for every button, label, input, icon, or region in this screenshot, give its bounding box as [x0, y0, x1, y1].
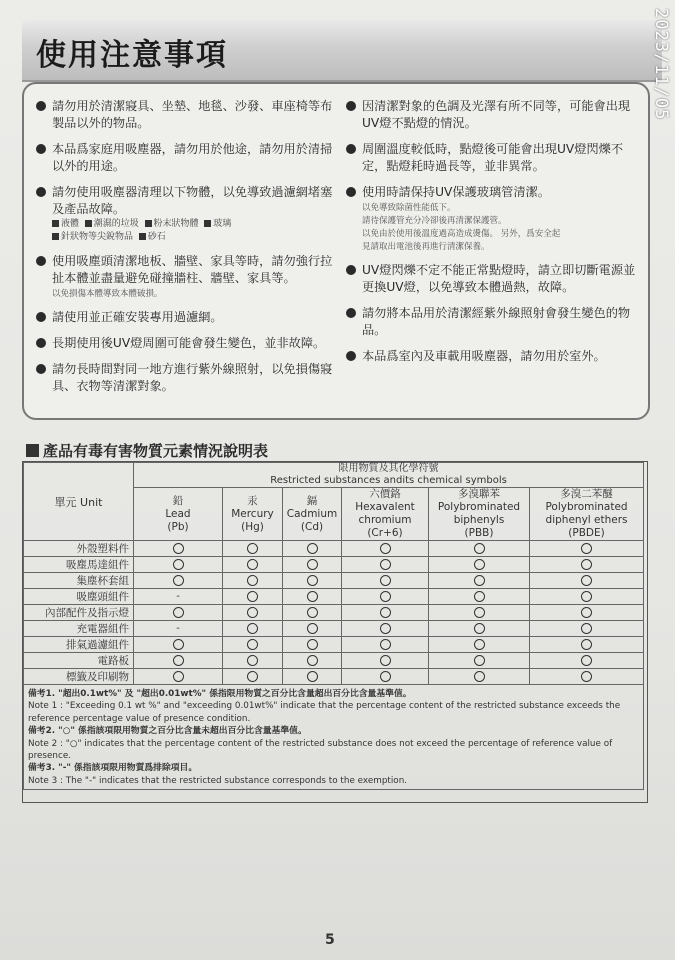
bullet-icon: [36, 144, 46, 154]
precaution-item: 使用吸塵頭清潔地板、牆壁、家具等時，請勿強行拉扯本體並盡量避免碰撞牆柱、牆壁、家具等。 以免損傷本體導致本體破損。: [34, 253, 334, 300]
circle-mark: [474, 655, 485, 666]
note-zh: 備考3. "-" 係指該項限用物質爲排除項目。: [28, 763, 198, 774]
circle-mark: [474, 639, 485, 650]
precautions-right-column: [344, 98, 644, 374]
substance-cell: [283, 541, 342, 557]
substance-cell: [134, 669, 223, 685]
circle-mark: [307, 575, 318, 586]
substance-cell: [530, 589, 644, 605]
circle-mark: [380, 623, 391, 634]
note-zh: 備考1. "超出0.1wt%" 及 "超出0.01wt%" 係指限用物質之百分比含量超出百分比含量基準值。: [28, 689, 412, 699]
substance-cell: [283, 669, 342, 685]
note-en: Note 2 : "○" indicates that the percentage content of the restricted substance does not exceed the percentage of reference value of presence.: [28, 738, 613, 762]
precaution-item: 使用時請保持UV保護玻璃管清潔。 以免導致除菌性能低下。 請待保護管充分冷卻後再清潔保護管。 以免由於使用後溫度過高造成燙傷。 另外，爲安全起 見請取出電池後再進行清潔保養。: [344, 184, 644, 253]
circle-mark: [380, 591, 391, 602]
bullet-icon: [36, 187, 46, 197]
precaution-item: 請使用並正確安裝專用過濾網。: [34, 309, 334, 326]
circle-mark: [474, 623, 485, 634]
circle-mark: [581, 639, 592, 650]
bullet-icon: [346, 351, 356, 361]
substance-cell: [429, 653, 530, 669]
precaution-item: 本品爲室內及車載用吸塵器，請勿用於室外。: [344, 348, 644, 365]
table-row: [24, 621, 644, 637]
substance-cell: [530, 541, 644, 557]
precautions-box: [22, 82, 650, 420]
substance-cell: [283, 589, 342, 605]
circle-mark: [247, 559, 258, 570]
table-row: [24, 637, 644, 653]
substance-cell: [342, 589, 429, 605]
table-row: [24, 541, 644, 557]
substance-cell: [223, 637, 283, 653]
substance-cell: [342, 605, 429, 621]
circle-mark: [581, 575, 592, 586]
substance-cell: [283, 653, 342, 669]
table-row: [24, 589, 644, 605]
table-notes: [24, 685, 644, 790]
table-title: 產品有毒有害物質元素情況說明表: [26, 440, 268, 461]
substance-cell: [530, 573, 644, 589]
circle-mark: [173, 559, 184, 570]
circle-mark: [247, 623, 258, 634]
precautions-left-column: [34, 98, 334, 404]
substance-cell: [134, 605, 223, 621]
bullet-icon: [346, 265, 356, 275]
substance-cell: [223, 557, 283, 573]
dash-mark: -: [176, 591, 180, 602]
substance-cell: [223, 669, 283, 685]
component-label: 標籤及印刷物: [24, 669, 134, 685]
precaution-item: 長期使用後UV燈周圍可能會發生變色，並非故障。: [34, 335, 334, 352]
square-icon: [139, 233, 146, 240]
substance-cell: [429, 637, 530, 653]
table-row: [24, 573, 644, 589]
substance-column-header: 多溴二苯醚 Polybrominated diphenyl ethers (PBDE): [530, 488, 644, 541]
circle-mark: [581, 591, 592, 602]
substance-cell: [530, 621, 644, 637]
note-zh: 備考2. "○" 係指該項限用物質之百分比含量未超出百分比含量基準值。: [28, 726, 307, 737]
precaution-item: UV燈閃爍不定不能正常點燈時，請立即切斷電源並更換UV燈，以免導致本體過熱，故障。: [344, 262, 644, 296]
circle-mark: [380, 639, 391, 650]
bullet-icon: [36, 256, 46, 266]
circle-mark: [173, 671, 184, 682]
bullet-icon: [346, 308, 356, 318]
component-label: 吸塵頭組件: [24, 589, 134, 605]
hazard-substance-table: [23, 462, 644, 790]
substance-cell: [283, 573, 342, 589]
substance-cell: [134, 621, 223, 637]
circle-mark: [247, 575, 258, 586]
circle-mark: [173, 607, 184, 618]
table-row: [24, 557, 644, 573]
circle-mark: [380, 607, 391, 618]
substance-cell: [134, 653, 223, 669]
substance-cell: [342, 541, 429, 557]
circle-mark: [247, 543, 258, 554]
substance-cell: [429, 541, 530, 557]
debris-legend: 針狀物等尖銳物品 砂石: [52, 231, 334, 244]
table-row: [24, 669, 644, 685]
circle-mark: [581, 543, 592, 554]
substance-cell: [530, 605, 644, 621]
square-icon: [52, 220, 59, 227]
circle-mark: [307, 639, 318, 650]
substance-cell: [223, 605, 283, 621]
component-label: 外殼塑料件: [24, 541, 134, 557]
component-label: 電路板: [24, 653, 134, 669]
substance-cell: [134, 637, 223, 653]
circle-mark: [380, 543, 391, 554]
table-row: [24, 653, 644, 669]
substance-column-header: 鎘 Cadmium (Cd): [283, 488, 342, 541]
square-icon: [145, 220, 152, 227]
circle-mark: [581, 623, 592, 634]
circle-mark: [307, 671, 318, 682]
substance-cell: [283, 637, 342, 653]
substance-cell: [429, 573, 530, 589]
substance-cell: [429, 669, 530, 685]
unit-header: 單元 Unit: [24, 463, 134, 541]
debris-legend: 液體 潮濕的垃圾 粉末狀物體 玻璃: [52, 218, 334, 231]
substance-column-header: 多溴聯苯 Polybrominated biphenyls (PBB): [429, 488, 530, 541]
circle-mark: [380, 655, 391, 666]
circle-mark: [474, 575, 485, 586]
bullet-icon: [346, 187, 356, 197]
square-icon: [26, 444, 39, 457]
bullet-icon: [36, 364, 46, 374]
circle-mark: [474, 607, 485, 618]
substance-cell: [134, 589, 223, 605]
substance-cell: [429, 605, 530, 621]
circle-mark: [581, 671, 592, 682]
substance-cell: [223, 589, 283, 605]
precaution-item: 請勿用於清潔寢具、坐墊、地毯、沙發、車座椅等布製品以外的物品。: [34, 98, 334, 132]
substance-cell: [223, 621, 283, 637]
circle-mark: [581, 607, 592, 618]
substance-cell: [134, 573, 223, 589]
circle-mark: [247, 639, 258, 650]
page-title: 使用注意事項: [36, 38, 228, 73]
substance-column-header: 鉛 Lead (Pb): [134, 488, 223, 541]
bullet-icon: [36, 101, 46, 111]
circle-mark: [474, 671, 485, 682]
circle-mark: [474, 559, 485, 570]
substance-cell: [223, 653, 283, 669]
circle-mark: [380, 559, 391, 570]
substance-cell: [429, 557, 530, 573]
precaution-item: 本品爲家庭用吸塵器，請勿用於他途，請勿用於清掃以外的用途。: [34, 141, 334, 175]
circle-mark: [307, 655, 318, 666]
substance-cell: [134, 541, 223, 557]
hazard-table-frame: [22, 461, 648, 803]
circle-mark: [307, 543, 318, 554]
substance-cell: [429, 621, 530, 637]
circle-mark: [173, 575, 184, 586]
bullet-icon: [346, 144, 356, 154]
precaution-item: 周圍溫度較低時，點燈後可能會出現UV燈閃爍不定，點燈耗時過長等，並非異常。: [344, 141, 644, 175]
substance-cell: [530, 557, 644, 573]
circle-mark: [247, 671, 258, 682]
circle-mark: [173, 655, 184, 666]
circle-mark: [173, 543, 184, 554]
substance-column-header: 汞 Mercury (Hg): [223, 488, 283, 541]
component-label: 吸塵馬達組件: [24, 557, 134, 573]
substance-cell: [429, 589, 530, 605]
bullet-icon: [36, 312, 46, 322]
circle-mark: [474, 591, 485, 602]
precaution-item: 請勿使用吸塵器清理以下物體，以免導致過濾網堵塞及產品故障。 液體 潮濕的垃圾 粉末狀物體 玻璃 針狀物等尖銳物品 砂石: [34, 184, 334, 244]
substance-cell: [530, 669, 644, 685]
square-icon: [52, 233, 59, 240]
substance-cell: [342, 637, 429, 653]
table-row: [24, 605, 644, 621]
square-icon: [85, 220, 92, 227]
component-label: 內部配件及指示燈: [24, 605, 134, 621]
circle-mark: [247, 591, 258, 602]
circle-mark: [581, 655, 592, 666]
substance-cell: [342, 669, 429, 685]
substance-cell: [283, 605, 342, 621]
circle-mark: [307, 591, 318, 602]
substance-cell: [342, 653, 429, 669]
bullet-icon: [36, 338, 46, 348]
substance-cell: [342, 621, 429, 637]
substance-cell: [134, 557, 223, 573]
square-icon: [204, 220, 211, 227]
precaution-item: 因清潔對象的色調及光澤有所不同等，可能會出現UV燈不點燈的情況。: [344, 98, 644, 132]
circle-mark: [380, 575, 391, 586]
circle-mark: [307, 623, 318, 634]
substance-cell: [223, 573, 283, 589]
section-title-bar: [22, 20, 662, 82]
group-header: 限用物質及其化學符號 Restricted substances andits chemical symbols: [134, 463, 644, 488]
substance-column-header: 六價鉻 Hexavalent chromium (Cr+6): [342, 488, 429, 541]
component-label: 集塵杯套組: [24, 573, 134, 589]
date-stamp: 2023/11/05: [651, 8, 671, 121]
substance-cell: [342, 573, 429, 589]
bullet-icon: [346, 101, 356, 111]
component-label: 排氣過濾組件: [24, 637, 134, 653]
precaution-item: 請勿將本品用於清潔經紫外線照射會發生變色的物品。: [344, 305, 644, 339]
note-en: Note 1 : "Exceeding 0.1 wt %" and "exceeding 0.01wt%" indicate that the percentage content of the restricted substance exceeds the reference percentage value of presence condition.: [28, 701, 621, 724]
page-number: 5: [325, 932, 335, 948]
circle-mark: [474, 543, 485, 554]
circle-mark: [380, 671, 391, 682]
substance-cell: [283, 557, 342, 573]
substance-cell: [530, 637, 644, 653]
circle-mark: [581, 559, 592, 570]
note-en: Note 3 : The "-" indicates that the restricted substance corresponds to the exemption.: [28, 775, 408, 786]
component-label: 充電器組件: [24, 621, 134, 637]
circle-mark: [307, 607, 318, 618]
circle-mark: [173, 639, 184, 650]
substance-cell: [223, 541, 283, 557]
precaution-item: 請勿長時間對同一地方進行紫外線照射，以免損傷寢具、衣物等清潔對象。: [34, 361, 334, 395]
substance-cell: [342, 557, 429, 573]
circle-mark: [247, 607, 258, 618]
dash-mark: -: [176, 623, 180, 634]
circle-mark: [247, 655, 258, 666]
substance-cell: [530, 653, 644, 669]
circle-mark: [307, 559, 318, 570]
substance-cell: [283, 621, 342, 637]
